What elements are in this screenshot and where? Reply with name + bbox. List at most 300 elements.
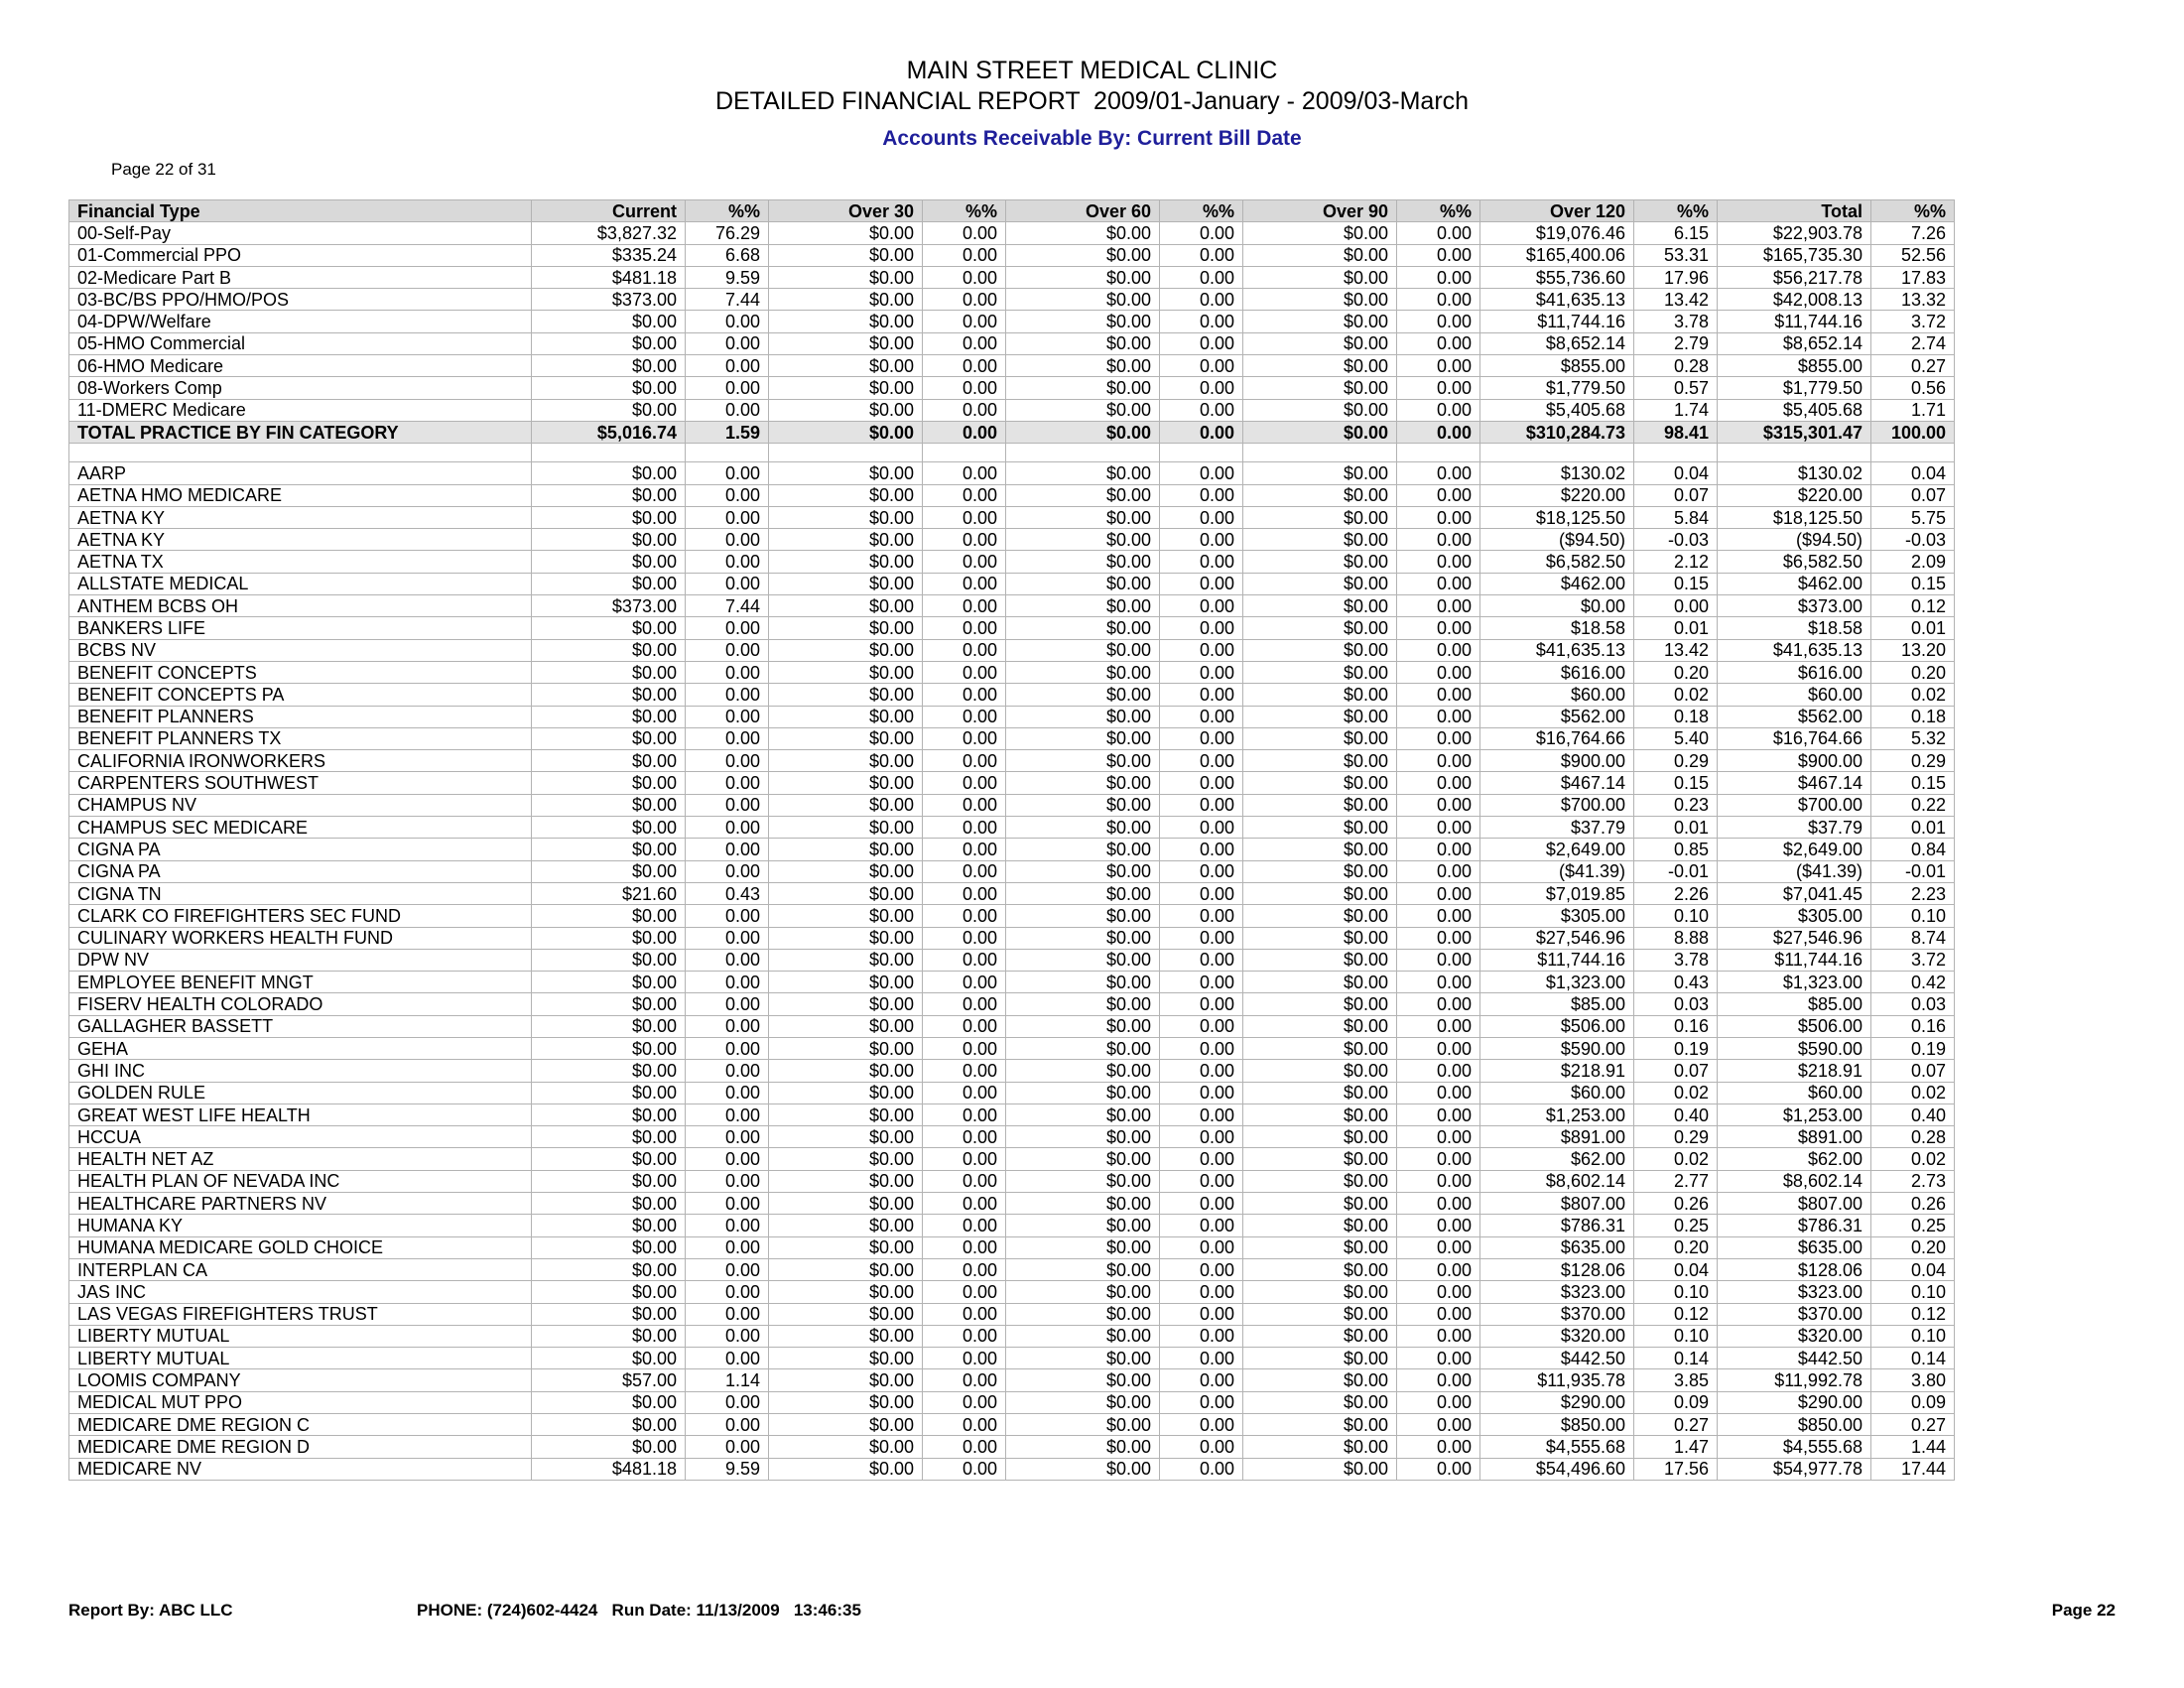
cell-value: 0.01 — [1634, 617, 1718, 639]
cell-value: $0.00 — [1006, 727, 1160, 749]
cell-value: 0.00 — [1160, 1193, 1243, 1215]
cell-value: $0.00 — [1006, 617, 1160, 639]
cell-value: $850.00 — [1718, 1414, 1871, 1436]
cell-value: $290.00 — [1480, 1391, 1634, 1413]
cell-value: $0.00 — [769, 1458, 923, 1480]
cell-value: 0.00 — [1160, 1148, 1243, 1170]
table-row — [69, 972, 1955, 993]
cell-value: $8,652.14 — [1718, 332, 1871, 354]
cell-value: 0.29 — [1634, 1126, 1718, 1148]
cell-value: $0.00 — [1006, 377, 1160, 399]
row-label: GALLAGHER BASSETT — [69, 1015, 532, 1037]
cell-value: 0.29 — [1871, 750, 1955, 772]
row-label: HUMANA MEDICARE GOLD CHOICE — [69, 1236, 532, 1258]
cell-value: 0.00 — [1160, 529, 1243, 551]
cell-value: 0.00 — [1160, 1436, 1243, 1458]
cell-value: $0.00 — [769, 1037, 923, 1059]
cell-value: 0.16 — [1871, 1015, 1955, 1037]
cell-value: 0.00 — [923, 1303, 1006, 1325]
cell-value: 0.40 — [1634, 1104, 1718, 1125]
cell-value: 0.25 — [1871, 1215, 1955, 1236]
cell-value: 0.00 — [1397, 529, 1480, 551]
cell-value: $0.00 — [532, 1236, 686, 1258]
cell-value: 0.18 — [1871, 706, 1955, 727]
cell-value: $0.00 — [1243, 661, 1397, 683]
cell-value: $0.00 — [769, 949, 923, 971]
table-row — [69, 332, 1955, 354]
table-row — [69, 817, 1955, 839]
cell-value: $7,019.85 — [1480, 882, 1634, 904]
cell-value: 0.00 — [686, 905, 769, 927]
cell-value: $41,635.13 — [1718, 639, 1871, 661]
cell-value: $85.00 — [1718, 993, 1871, 1015]
cell-value: 0.00 — [686, 1126, 769, 1148]
cell-value: 0.19 — [1871, 1037, 1955, 1059]
cell-value: $6,582.50 — [1480, 551, 1634, 573]
cell-value: $0.00 — [769, 551, 923, 573]
cell-value: 0.00 — [1160, 684, 1243, 706]
cell-value: $6,582.50 — [1718, 551, 1871, 573]
cell-value: 0.00 — [1160, 266, 1243, 288]
cell-value: 0.00 — [1160, 1236, 1243, 1258]
cell-value: 0.00 — [1397, 1414, 1480, 1436]
cell-value: 0.00 — [1397, 355, 1480, 377]
cell-value: 0.00 — [923, 706, 1006, 727]
cell-value: $0.00 — [1243, 1369, 1397, 1391]
cell-value: $0.00 — [532, 1126, 686, 1148]
cell-value: $0.00 — [532, 1104, 686, 1125]
cell-value: 0.85 — [1634, 839, 1718, 860]
cell-value: $370.00 — [1718, 1303, 1871, 1325]
cell-value: 0.00 — [1397, 421, 1480, 443]
cell-value: $85.00 — [1480, 993, 1634, 1015]
cell-value: $850.00 — [1480, 1414, 1634, 1436]
row-label: MEDICARE NV — [69, 1458, 532, 1480]
cell-value: $5,016.74 — [532, 421, 686, 443]
cell-value: $0.00 — [1006, 484, 1160, 506]
cell-value: $0.00 — [769, 1060, 923, 1082]
row-label: CARPENTERS SOUTHWEST — [69, 772, 532, 794]
table-row — [69, 1325, 1955, 1347]
cell-value: $0.00 — [769, 222, 923, 244]
cell-value: 0.00 — [686, 462, 769, 484]
cell-value: $0.00 — [1006, 1015, 1160, 1037]
row-label: ALLSTATE MEDICAL — [69, 573, 532, 594]
cell-value: $1,779.50 — [1480, 377, 1634, 399]
cell-value: 5.75 — [1871, 506, 1955, 528]
cell-value: 0.00 — [1397, 222, 1480, 244]
cell-value: 0.00 — [1160, 551, 1243, 573]
row-label: INTERPLAN CA — [69, 1258, 532, 1280]
row-label: CHAMPUS NV — [69, 794, 532, 816]
cell-value: 0.04 — [1634, 1258, 1718, 1280]
cell-value: $0.00 — [1006, 1170, 1160, 1192]
row-label: CLARK CO FIREFIGHTERS SEC FUND — [69, 905, 532, 927]
cell-value: 0.00 — [1160, 839, 1243, 860]
cell-value: $57.00 — [532, 1369, 686, 1391]
cell-value: $481.18 — [532, 1458, 686, 1480]
cell-value: 0.00 — [686, 750, 769, 772]
cell-value: 0.00 — [1160, 1215, 1243, 1236]
cell-value: 0.00 — [1397, 927, 1480, 949]
cell-value: 0.00 — [1397, 639, 1480, 661]
table-row — [69, 1193, 1955, 1215]
cell-value: 0.00 — [1160, 377, 1243, 399]
cell-value: 0.00 — [1160, 506, 1243, 528]
cell-value: 3.78 — [1634, 949, 1718, 971]
cell-value: $0.00 — [769, 972, 923, 993]
cell-value: $0.00 — [769, 1258, 923, 1280]
cell-value: $41,635.13 — [1480, 289, 1634, 311]
cell-value: $0.00 — [769, 1325, 923, 1347]
column-header: %% — [1397, 200, 1480, 222]
cell-value: $0.00 — [769, 993, 923, 1015]
cell-value: $0.00 — [532, 1148, 686, 1170]
table-row — [69, 462, 1955, 484]
cell-value: 7.44 — [686, 289, 769, 311]
cell-value: 0.00 — [686, 1391, 769, 1413]
row-label: MEDICARE DME REGION D — [69, 1436, 532, 1458]
row-label: AETNA KY — [69, 529, 532, 551]
spacer-row — [69, 444, 1955, 462]
cell-value: 0.00 — [923, 1436, 1006, 1458]
cell-value: 17.56 — [1634, 1458, 1718, 1480]
cell-value: $0.00 — [1243, 551, 1397, 573]
cell-value: $0.00 — [1243, 1391, 1397, 1413]
cell-value: 0.07 — [1871, 1060, 1955, 1082]
table-row — [69, 1391, 1955, 1413]
cell-value: 0.00 — [923, 817, 1006, 839]
table-row — [69, 949, 1955, 971]
cell-value: $11,992.78 — [1718, 1369, 1871, 1391]
cell-value: $481.18 — [532, 266, 686, 288]
cell-value: $0.00 — [532, 1215, 686, 1236]
cell-value: $0.00 — [532, 1258, 686, 1280]
cell-value: $0.00 — [1243, 927, 1397, 949]
cell-value: $0.00 — [1243, 421, 1397, 443]
cell-value: $320.00 — [1718, 1325, 1871, 1347]
cell-value: $0.00 — [532, 727, 686, 749]
cell-value: 0.00 — [1160, 1414, 1243, 1436]
cell-value: 0.40 — [1871, 1104, 1955, 1125]
cell-value: 0.00 — [923, 551, 1006, 573]
cell-value: $218.91 — [1718, 1060, 1871, 1082]
cell-value: 0.00 — [1160, 1082, 1243, 1104]
cell-value: 1.14 — [686, 1369, 769, 1391]
cell-value: 1.74 — [1634, 399, 1718, 421]
cell-value: 6.68 — [686, 244, 769, 266]
cell-value: $0.00 — [532, 573, 686, 594]
cell-value: $891.00 — [1480, 1126, 1634, 1148]
cell-value: 0.01 — [1871, 817, 1955, 839]
row-label: EMPLOYEE BENEFIT MNGT — [69, 972, 532, 993]
cell-value: $442.50 — [1718, 1348, 1871, 1369]
cell-value: 0.43 — [1634, 972, 1718, 993]
cell-value: $0.00 — [532, 1391, 686, 1413]
cell-value: 0.00 — [1397, 1348, 1480, 1369]
cell-value: $0.00 — [1243, 1126, 1397, 1148]
cell-value: 0.18 — [1634, 706, 1718, 727]
cell-value: 0.00 — [1397, 750, 1480, 772]
cell-value: $0.00 — [769, 1015, 923, 1037]
cell-value: 13.32 — [1871, 289, 1955, 311]
cell-value: 0.00 — [923, 882, 1006, 904]
table-row — [69, 1015, 1955, 1037]
cell-value: $0.00 — [1006, 1391, 1160, 1413]
cell-value: $0.00 — [769, 244, 923, 266]
cell-value: $0.00 — [1006, 1060, 1160, 1082]
cell-value: 8.74 — [1871, 927, 1955, 949]
cell-value: $0.00 — [1243, 817, 1397, 839]
cell-value: $0.00 — [1243, 860, 1397, 882]
cell-value: 0.00 — [923, 1015, 1006, 1037]
cell-value: 0.00 — [1397, 551, 1480, 573]
cell-value: 0.00 — [923, 266, 1006, 288]
cell-value: 13.20 — [1871, 639, 1955, 661]
table-row — [69, 222, 1955, 244]
cell-value: $0.00 — [1006, 1303, 1160, 1325]
cell-value: $0.00 — [532, 1037, 686, 1059]
cell-value: 98.41 — [1634, 421, 1718, 443]
cell-value: $0.00 — [1006, 529, 1160, 551]
report-title: DETAILED FINANCIAL REPORT 2009/01-January - 2009/03-March — [714, 87, 1470, 115]
cell-value: 0.00 — [686, 794, 769, 816]
cell-value: 2.23 — [1871, 882, 1955, 904]
cell-value: $11,744.16 — [1480, 311, 1634, 332]
cell-value: $0.00 — [1006, 399, 1160, 421]
cell-value: 0.00 — [686, 506, 769, 528]
cell-value: 0.00 — [1397, 399, 1480, 421]
cell-value: $0.00 — [1006, 1348, 1160, 1369]
row-label: TOTAL PRACTICE BY FIN CATEGORY — [69, 421, 532, 443]
cell-value: 0.00 — [923, 332, 1006, 354]
cell-value: $0.00 — [1006, 551, 1160, 573]
cell-value: $0.00 — [1006, 817, 1160, 839]
cell-value: 0.20 — [1634, 1236, 1718, 1258]
cell-value: $310,284.73 — [1480, 421, 1634, 443]
cell-value: 0.00 — [923, 1325, 1006, 1347]
cell-value: 5.32 — [1871, 727, 1955, 749]
cell-value: 0.00 — [1397, 1391, 1480, 1413]
cell-value: 0.00 — [1160, 1060, 1243, 1082]
cell-value: 0.00 — [923, 1148, 1006, 1170]
cell-value: $0.00 — [532, 905, 686, 927]
cell-value: $0.00 — [1243, 1325, 1397, 1347]
cell-value: 0.00 — [1397, 882, 1480, 904]
cell-value: 0.00 — [686, 817, 769, 839]
cell-value: 0.00 — [1160, 1037, 1243, 1059]
cell-value: $0.00 — [1006, 355, 1160, 377]
cell-value: $0.00 — [1243, 1458, 1397, 1480]
cell-value: $18,125.50 — [1718, 506, 1871, 528]
cell-value: $0.00 — [532, 1193, 686, 1215]
cell-value: $0.00 — [769, 661, 923, 683]
cell-value: $0.00 — [1006, 1104, 1160, 1125]
cell-value: $0.00 — [532, 1082, 686, 1104]
cell-value: 0.00 — [923, 617, 1006, 639]
cell-value: 0.00 — [1160, 972, 1243, 993]
cell-value: $0.00 — [769, 1236, 923, 1258]
row-label: CULINARY WORKERS HEALTH FUND — [69, 927, 532, 949]
cell-value: $16,764.66 — [1718, 727, 1871, 749]
cell-value: $18,125.50 — [1480, 506, 1634, 528]
cell-value: $323.00 — [1480, 1281, 1634, 1303]
table-row — [69, 750, 1955, 772]
cell-value: $37.79 — [1718, 817, 1871, 839]
cell-value: 0.00 — [1397, 377, 1480, 399]
cell-value: ($94.50) — [1718, 529, 1871, 551]
table-row — [69, 1170, 1955, 1192]
cell-value: 0.04 — [1634, 462, 1718, 484]
cell-value: $0.00 — [769, 1126, 923, 1148]
cell-value: $786.31 — [1480, 1215, 1634, 1236]
cell-value: $320.00 — [1480, 1325, 1634, 1347]
table-row — [69, 244, 1955, 266]
table-row — [69, 551, 1955, 573]
cell-value: -0.03 — [1634, 529, 1718, 551]
cell-value: 5.84 — [1634, 506, 1718, 528]
cell-value: 8.88 — [1634, 927, 1718, 949]
cell-value: 0.10 — [1871, 1325, 1955, 1347]
cell-value: 0.15 — [1634, 573, 1718, 594]
cell-value: 0.00 — [1160, 1303, 1243, 1325]
cell-value: 0.00 — [1397, 462, 1480, 484]
cell-value: $11,935.78 — [1480, 1369, 1634, 1391]
cell-value: $0.00 — [769, 462, 923, 484]
cell-value: 0.00 — [923, 462, 1006, 484]
cell-value: 0.00 — [1397, 573, 1480, 594]
cell-value: $616.00 — [1480, 661, 1634, 683]
cell-value: $0.00 — [1243, 484, 1397, 506]
cell-value: $0.00 — [769, 595, 923, 617]
cell-value: $0.00 — [532, 927, 686, 949]
row-label: BENEFIT CONCEPTS — [69, 661, 532, 683]
cell-value: 0.00 — [686, 1325, 769, 1347]
row-label: AETNA KY — [69, 506, 532, 528]
table-row — [69, 595, 1955, 617]
cell-value: $786.31 — [1718, 1215, 1871, 1236]
cell-value: $891.00 — [1718, 1126, 1871, 1148]
cell-value: 0.00 — [1397, 1436, 1480, 1458]
cell-value: $130.02 — [1718, 462, 1871, 484]
column-header: %% — [923, 200, 1006, 222]
cell-value: $442.50 — [1480, 1348, 1634, 1369]
cell-value: 0.25 — [1634, 1215, 1718, 1236]
cell-value: 0.00 — [1397, 1082, 1480, 1104]
cell-value: 0.00 — [1160, 1281, 1243, 1303]
cell-value: $0.00 — [1243, 377, 1397, 399]
cell-value: $315,301.47 — [1718, 421, 1871, 443]
cell-value: $0.00 — [532, 772, 686, 794]
cell-value: $0.00 — [1006, 506, 1160, 528]
cell-value: 0.00 — [1397, 1126, 1480, 1148]
cell-value: 0.26 — [1634, 1193, 1718, 1215]
cell-value: 0.27 — [1634, 1414, 1718, 1436]
cell-value: $0.00 — [769, 1303, 923, 1325]
cell-value: $0.00 — [1243, 462, 1397, 484]
cell-value: 0.02 — [1871, 684, 1955, 706]
cell-value: $0.00 — [1006, 949, 1160, 971]
cell-value: 0.28 — [1871, 1126, 1955, 1148]
cell-value: 0.00 — [1397, 311, 1480, 332]
cell-value: 0.07 — [1634, 484, 1718, 506]
cell-value: 0.00 — [686, 927, 769, 949]
cell-value: 0.00 — [923, 1193, 1006, 1215]
cell-value: 1.59 — [686, 421, 769, 443]
cell-value: 0.00 — [1160, 927, 1243, 949]
cell-value: $0.00 — [1006, 750, 1160, 772]
cell-value: 0.00 — [1397, 484, 1480, 506]
cell-value: $0.00 — [769, 1104, 923, 1125]
cell-value: $220.00 — [1480, 484, 1634, 506]
row-label: LIBERTY MUTUAL — [69, 1348, 532, 1369]
cell-value: 0.00 — [686, 529, 769, 551]
cell-value: 0.00 — [1160, 882, 1243, 904]
cell-value: 0.00 — [923, 1348, 1006, 1369]
cell-value: 0.00 — [1160, 661, 1243, 683]
cell-value: 0.02 — [1871, 1082, 1955, 1104]
cell-value: 0.00 — [923, 1037, 1006, 1059]
cell-value: $0.00 — [1006, 1258, 1160, 1280]
cell-value: 0.00 — [686, 772, 769, 794]
cell-value: $900.00 — [1718, 750, 1871, 772]
cell-value: 0.00 — [1397, 1281, 1480, 1303]
table-row — [69, 573, 1955, 594]
cell-value: $4,555.68 — [1718, 1436, 1871, 1458]
cell-value: $0.00 — [532, 817, 686, 839]
cell-value: 0.00 — [923, 661, 1006, 683]
cell-value: $0.00 — [1243, 750, 1397, 772]
cell-value: $3,827.32 — [532, 222, 686, 244]
cell-value: 0.00 — [1160, 332, 1243, 354]
cell-value: 0.00 — [686, 1281, 769, 1303]
cell-value: $56,217.78 — [1718, 266, 1871, 288]
cell-value: $11,744.16 — [1718, 949, 1871, 971]
cell-value: 0.02 — [1634, 1148, 1718, 1170]
cell-value: 0.00 — [1397, 1060, 1480, 1082]
cell-value: 0.16 — [1634, 1015, 1718, 1037]
cell-value: 0.02 — [1871, 1148, 1955, 1170]
row-label: AETNA TX — [69, 551, 532, 573]
cell-value: $0.00 — [1243, 972, 1397, 993]
table-header-row — [69, 200, 1955, 222]
cell-value: 0.04 — [1871, 462, 1955, 484]
cell-value: 0.00 — [686, 1104, 769, 1125]
cell-value: $54,496.60 — [1480, 1458, 1634, 1480]
cell-value: $0.00 — [769, 1391, 923, 1413]
cell-value: $1,323.00 — [1718, 972, 1871, 993]
cell-value: 0.00 — [1397, 289, 1480, 311]
column-header: Total — [1718, 200, 1871, 222]
cell-value: 0.00 — [686, 1436, 769, 1458]
cell-value: $506.00 — [1718, 1015, 1871, 1037]
cell-value: 3.72 — [1871, 311, 1955, 332]
cell-value: $0.00 — [1243, 222, 1397, 244]
cell-value: 0.00 — [686, 355, 769, 377]
row-label: BENEFIT CONCEPTS PA — [69, 684, 532, 706]
cell-value: 3.72 — [1871, 949, 1955, 971]
cell-value: $373.00 — [532, 595, 686, 617]
clinic-name: MAIN STREET MEDICAL CLINIC — [906, 57, 1278, 84]
cell-value: 0.00 — [686, 1303, 769, 1325]
cell-value: 0.15 — [1634, 772, 1718, 794]
cell-value: $0.00 — [769, 794, 923, 816]
cell-value: 0.00 — [686, 1348, 769, 1369]
cell-value: $0.00 — [532, 1281, 686, 1303]
table-row — [69, 1281, 1955, 1303]
cell-value: $37.79 — [1480, 817, 1634, 839]
table-row — [69, 772, 1955, 794]
